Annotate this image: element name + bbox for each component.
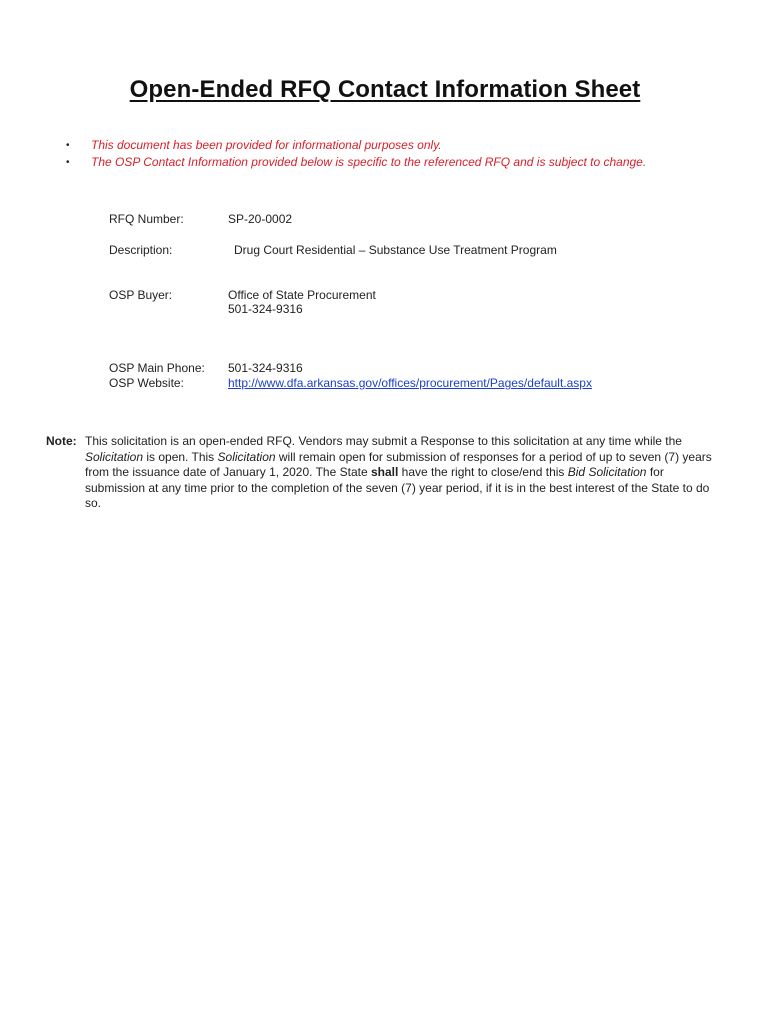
- note-strong: shall: [370, 465, 399, 479]
- description-value: Drug Court Residential – Substance Use Treatment Program: [234, 243, 557, 257]
- note-text: for submission at any time prior to the completion of the seven (7) year period, if it is in the best interest of the State to do so.: [85, 465, 710, 510]
- note-text: is open. This: [143, 449, 218, 464]
- note-body: [85, 434, 726, 512]
- note-label: Note:: [46, 434, 77, 448]
- note-paragraph: [46, 434, 726, 512]
- notice-item: [66, 154, 646, 171]
- note-text: have the right to close/end this: [398, 465, 568, 479]
- notice-text: The OSP Contact Information provided below is specific to the referenced RFQ and is subject to change.: [91, 155, 647, 169]
- osp-buyer-label: OSP Buyer:: [109, 288, 173, 302]
- note-emphasis: Solicitation: [217, 449, 276, 464]
- note-emphasis: Bid Solicitation: [567, 465, 647, 479]
- note-text: This solicitation is an open-ended RFQ. Vendors may submit a Response to this solicitation at any time while the: [85, 434, 682, 448]
- osp-website-link[interactable]: http://www.dfa.arkansas.gov/offices/procurement/Pages/default.aspx: [228, 376, 592, 390]
- description-label: Description:: [109, 243, 173, 257]
- osp-main-phone-label: OSP Main Phone:: [109, 361, 205, 375]
- notice-item: [66, 137, 646, 154]
- notice-text: This document has been provided for informational purposes only.: [91, 138, 442, 152]
- note-emphasis: Solicitation: [85, 449, 144, 464]
- rfq-number-value: SP-20-0002: [228, 212, 293, 226]
- osp-main-phone-value: 501-324-9316: [228, 361, 303, 375]
- osp-buyer-phone: 501-324-9316: [228, 302, 303, 316]
- notice-list: [66, 137, 646, 171]
- bullet-icon: •: [66, 157, 70, 168]
- note-text: will remain open for submission of responses for a period of up to seven (7) years from the issuance date of January 1, 2020. The State: [85, 449, 712, 479]
- page-title: Open-Ended RFQ Contact Information Sheet: [129, 76, 641, 103]
- rfq-number-label: RFQ Number:: [109, 212, 184, 226]
- bullet-icon: •: [66, 140, 70, 151]
- osp-website-label: OSP Website:: [109, 376, 184, 390]
- osp-buyer-name: Office of State Procurement: [228, 288, 376, 302]
